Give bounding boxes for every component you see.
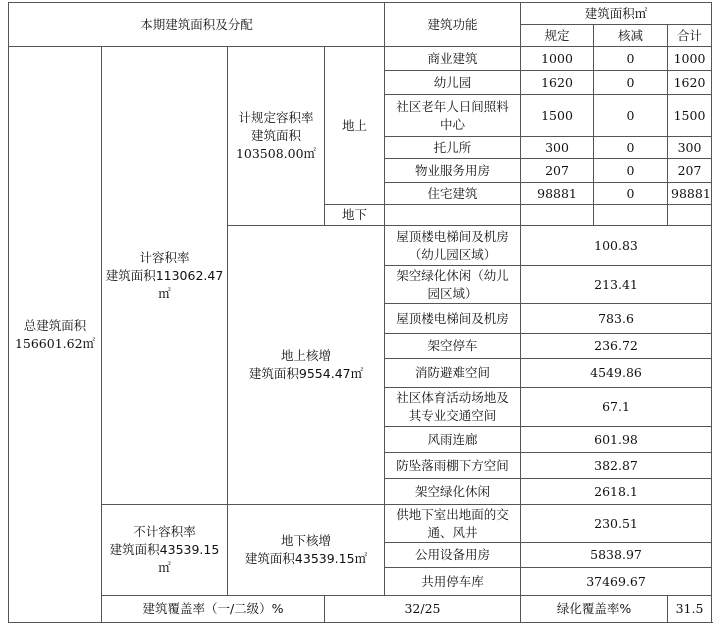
function-cell: 托儿所 (385, 137, 521, 159)
green-coverage-value: 31.5 (668, 596, 712, 623)
header-row (9, 3, 712, 25)
area-cell: 783.6 (521, 304, 712, 334)
building-area-table (8, 2, 712, 623)
regulated-far-cell: 计规定容积率 建筑面积 103508.00㎡ (228, 47, 325, 226)
reduced-header: 核减 (594, 25, 668, 47)
total-cell: 1000 (668, 47, 712, 71)
area-cell: 230.51 (521, 505, 712, 543)
area-cell: 213.41 (521, 266, 712, 304)
function-cell (385, 205, 521, 226)
table-row (9, 47, 712, 71)
function-cell: 商业建筑 (385, 47, 521, 71)
nonfar-area-cell: 不计容积率 建筑面积43539.15㎡ (102, 505, 228, 596)
function-cell: 防坠落雨棚下方空间 (385, 453, 521, 479)
function-cell: 架空绿化休闲 (385, 479, 521, 505)
function-cell: 住宅建筑 (385, 183, 521, 205)
below-increase-cell: 地下核增 建筑面积43539.15㎡ (228, 505, 385, 596)
below-ground-cell: 地下 (325, 205, 385, 226)
area-cell: 5838.97 (521, 543, 712, 568)
area-cell: 37469.67 (521, 568, 712, 596)
area-cell: 4549.86 (521, 359, 712, 388)
total-cell (668, 205, 712, 226)
function-cell: 架空停车 (385, 334, 521, 359)
function-cell: 架空绿化休闲（幼儿 园区域） (385, 266, 521, 304)
planned-cell: 1000 (521, 47, 594, 71)
coverage-value: 32/25 (325, 596, 521, 623)
total-cell: 1500 (668, 95, 712, 137)
planned-header: 规定 (521, 25, 594, 47)
planned-cell: 1500 (521, 95, 594, 137)
function-cell: 屋顶楼电梯间及机房 （幼儿园区域） (385, 226, 521, 266)
above-increase-cell: 地上核增 建筑面积9554.47㎡ (228, 226, 385, 505)
function-cell: 消防避难空间 (385, 359, 521, 388)
total-cell: 98881 (668, 183, 712, 205)
function-cell: 社区老年人日间照料 中心 (385, 95, 521, 137)
reduced-cell: 0 (594, 95, 668, 137)
reduced-cell: 0 (594, 47, 668, 71)
area-cell: 382.87 (521, 453, 712, 479)
planned-cell: 300 (521, 137, 594, 159)
above-ground-cell: 地上 (325, 47, 385, 205)
total-cell: 207 (668, 159, 712, 183)
planned-cell: 207 (521, 159, 594, 183)
far-area-cell: 计容积率 建筑面积113062.47㎡ (102, 47, 228, 505)
function-cell: 社区体育活动场地及 其专业交通空间 (385, 388, 521, 427)
total-area-cell: 总建筑面积 156601.62㎡ (9, 47, 102, 623)
table-row (9, 505, 712, 543)
function-cell: 供地下室出地面的交 通、风井 (385, 505, 521, 543)
area-cell: 2618.1 (521, 479, 712, 505)
total-header: 合计 (668, 25, 712, 47)
area-cell: 236.72 (521, 334, 712, 359)
function-cell: 风雨连廊 (385, 427, 521, 453)
function-cell: 物业服务用房 (385, 159, 521, 183)
reduced-cell: 0 (594, 183, 668, 205)
green-coverage-label: 绿化覆盖率% (521, 596, 668, 623)
area-cell: 601.98 (521, 427, 712, 453)
function-cell: 公用设备用房 (385, 543, 521, 568)
total-cell: 300 (668, 137, 712, 159)
planned-cell: 98881 (521, 183, 594, 205)
total-cell: 1620 (668, 71, 712, 95)
reduced-cell: 0 (594, 159, 668, 183)
coverage-row (9, 596, 712, 623)
reduced-cell (594, 205, 668, 226)
distribution-header: 本期建筑面积及分配 (9, 3, 385, 47)
function-cell: 幼儿园 (385, 71, 521, 95)
coverage-label: 建筑覆盖率（一/二级）% (102, 596, 325, 623)
function-cell: 共用停车库 (385, 568, 521, 596)
function-cell: 屋顶楼电梯间及机房 (385, 304, 521, 334)
planned-cell (521, 205, 594, 226)
area-header: 建筑面积㎡ (521, 3, 712, 25)
reduced-cell: 0 (594, 71, 668, 95)
function-header: 建筑功能 (385, 3, 521, 47)
area-cell: 67.1 (521, 388, 712, 427)
planned-cell: 1620 (521, 71, 594, 95)
reduced-cell: 0 (594, 137, 668, 159)
area-cell: 100.83 (521, 226, 712, 266)
